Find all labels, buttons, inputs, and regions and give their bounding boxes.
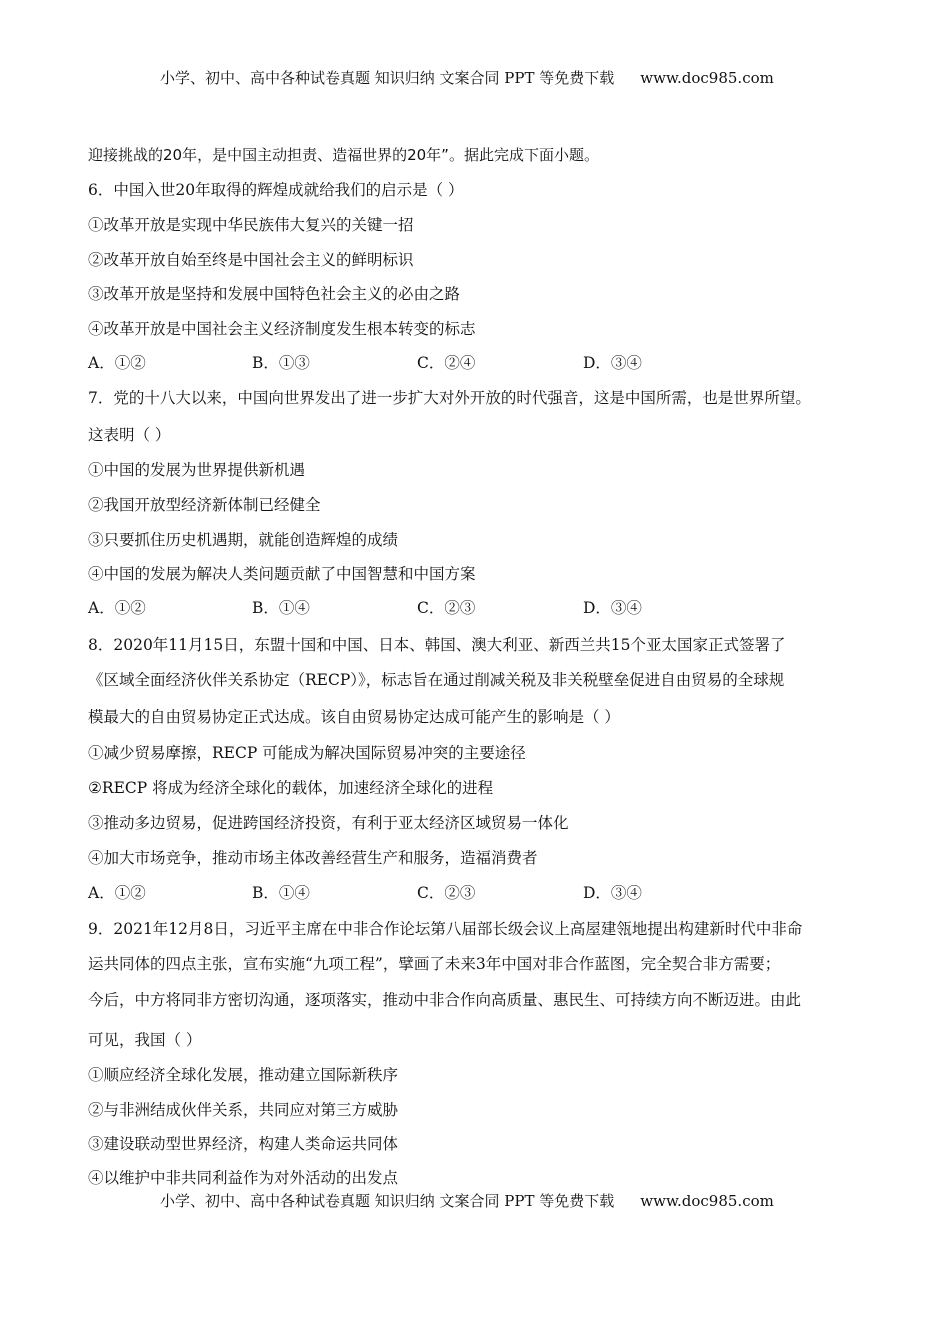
question-9-item: ①顺应经济全球化发展，推动建立国际新秩序 <box>88 1066 399 1084</box>
question-6-item: ③改革开放是坚持和发展中国特色社会主义的必由之路 <box>88 285 461 303</box>
question-6-item: ①改革开放是实现中华民族伟大复兴的关键一招 <box>88 216 414 234</box>
question-8-stem: 8．2020年11月15日，东盟十国和中国、日本、韩国、澳大利亚、新西兰共15个亚太国家正式签署了 <box>88 636 786 654</box>
question-9-item: ③建设联动型世界经济，构建人类命运共同体 <box>88 1135 399 1153</box>
footer-text: 小学、初中、高中各种试卷真题 知识归纳 文案合同 PPT 等免费下载 <box>160 1192 615 1210</box>
footer-url: www.doc985.com <box>640 1192 774 1210</box>
question-8-stem: 模最大的自由贸易协定正式达成。该自由贸易协定达成可能产生的影响是（ ） <box>88 708 620 726</box>
option-b: B．①③ <box>252 354 310 372</box>
question-7-item: ①中国的发展为世界提供新机遇 <box>88 461 306 479</box>
question-8-stem: 《区域全面经济伙伴关系协定（RECP）》，标志旨在通过削减关税及非关税壁垒促进自由贸易的全球规 <box>88 671 785 689</box>
question-9-item: ④以维护中非共同利益作为对外活动的出发点 <box>88 1169 399 1187</box>
question-7-item: ④中国的发展为解决人类问题贡献了中国智慧和中国方案 <box>88 565 476 583</box>
option-b: B．①④ <box>252 599 310 617</box>
option-b: B．①④ <box>252 884 310 902</box>
question-9-stem: 9．2021年12月8日，习近平主席在中非合作论坛第八届部长级会议上高屋建瓴地提出构建新时代中非命 <box>88 920 803 938</box>
question-9-stem: 运共同体的四点主张，宣布实施“九项工程”，擘画了未来3年中国对非合作蓝图，完全契合非方需要； <box>88 955 781 973</box>
question-7-stem: 这表明（ ） <box>88 426 171 444</box>
option-d: D．③④ <box>583 884 642 902</box>
question-6-stem: 6．中国入世20年取得的辉煌成就给我们的启示是（ ） <box>88 181 464 199</box>
option-a: A．①② <box>88 599 146 617</box>
question-8-item: ③推动多边贸易，促进跨国经济投资，有利于亚太经济区域贸易一体化 <box>88 814 569 832</box>
option-a: A．①② <box>88 354 146 372</box>
intro-text: 迎接挑战的20年，是中国主动担责、造福世界的20年”。据此完成下面小题。 <box>88 146 599 164</box>
question-6-item: ②改革开放自始至终是中国社会主义的鲜明标识 <box>88 251 414 269</box>
header-url: www.doc985.com <box>640 69 774 87</box>
question-9-stem: 今后，中方将同非方密切沟通，逐项落实，推动中非合作向高质量、惠民生、可持续方向不断迈进。由此 <box>88 991 802 1009</box>
option-c: C．②③ <box>417 884 476 902</box>
option-d: D．③④ <box>583 354 642 372</box>
page-footer <box>160 1191 774 1211</box>
page-header <box>160 68 774 88</box>
question-6-item: ④改革开放是中国社会主义经济制度发生根本转变的标志 <box>88 320 476 338</box>
question-8-item: ②RECP 将成为经济全球化的载体，加速经济全球化的进程 <box>88 779 494 797</box>
question-9-stem: 可见，我国（ ） <box>88 1031 202 1049</box>
header-text: 小学、初中、高中各种试卷真题 知识归纳 文案合同 PPT 等免费下载 <box>160 69 615 87</box>
question-8-item: ④加大市场竞争，推动市场主体改善经营生产和服务，造福消费者 <box>88 849 538 867</box>
option-c: C．②③ <box>417 599 476 617</box>
option-d: D．③④ <box>583 599 642 617</box>
option-c: C．②④ <box>417 354 476 372</box>
question-7-item: ②我国开放型经济新体制已经健全 <box>88 496 321 514</box>
question-9-item: ②与非洲结成伙伴关系，共同应对第三方威胁 <box>88 1101 399 1119</box>
question-7-item: ③只要抓住历史机遇期，就能创造辉煌的成绩 <box>88 531 399 549</box>
question-8-item: ①减少贸易摩擦，RECP 可能成为解决国际贸易冲突的主要途径 <box>88 744 526 762</box>
question-7-stem: 7．党的十八大以来，中国向世界发出了进一步扩大对外开放的时代强音，这是中国所需，也是世界所望。 <box>88 389 811 407</box>
option-a: A．①② <box>88 884 146 902</box>
